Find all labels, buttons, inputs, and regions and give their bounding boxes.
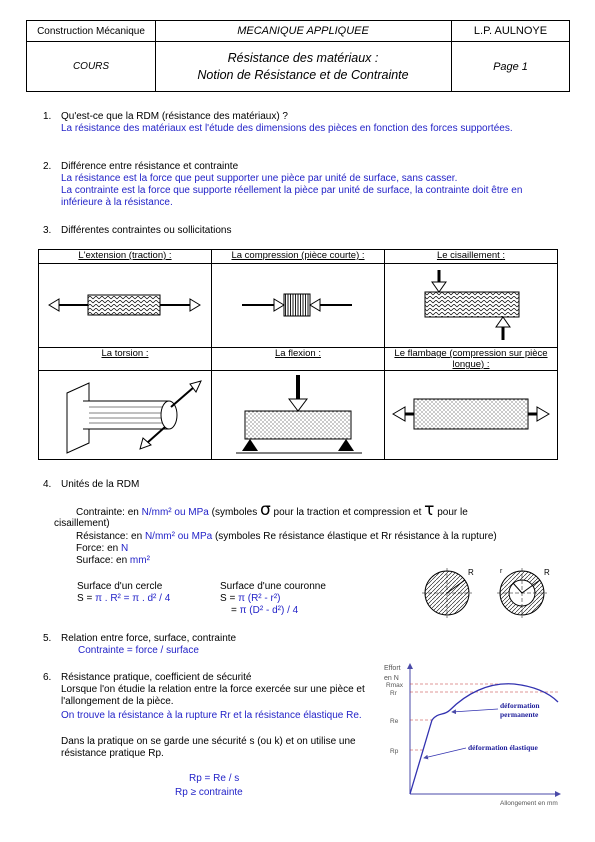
s2-question: Différence entre résistance et contrainte — [61, 161, 239, 172]
s6-p2: On trouve la résistance à la rupture Rr et la résistance élastique Re. — [61, 710, 362, 721]
ring-formula-2: π (D² - d²) / 4 — [239, 605, 299, 616]
contrainte-mid2: pour la traction et compression et — [270, 507, 425, 518]
contrainte-end: pour le — [434, 507, 468, 518]
label-r-ring: r — [500, 568, 503, 575]
graph-x-label: Allongement en mm — [500, 800, 558, 807]
s6-formula-2: Rp ≥ contrainte — [175, 787, 243, 798]
re-label: Re — [390, 718, 399, 725]
s3-number: 3. — [43, 225, 52, 236]
circle-formula: π . R² = π . d² / 4 — [95, 593, 171, 604]
section-figures — [420, 560, 570, 626]
s4-question: Unités de la RDM — [61, 479, 140, 490]
s4-force-line — [76, 543, 128, 555]
label-compression: La compression (pièce courte) : — [212, 250, 385, 264]
s2-answer-2: La contrainte est la force que supporte réellement la pièce par unité de surface, la contrainte doit être en inférieure à la résistance. — [61, 185, 523, 208]
fig-shear — [385, 264, 558, 348]
s6-p1: Lorsque l'on étudie la relation entre la force exercée sur une pièce et l'allongement de la pièce. — [61, 684, 365, 707]
resistance-units: N/mm² ou MPa — [144, 531, 213, 542]
ring-title: Surface d'une couronne — [220, 581, 326, 592]
perm-label-1: déformation — [500, 701, 540, 710]
s6-number: 6. — [43, 672, 52, 683]
label-bending: La flexion : — [212, 348, 385, 371]
header-school: L.P. AULNOYE — [473, 25, 548, 37]
header-section: Construction Mécanique — [27, 21, 156, 41]
label-shear: Le cisaillement : — [385, 250, 558, 264]
header-table — [26, 20, 570, 92]
label-R-ring: R — [544, 568, 550, 577]
graph-y-label-2: en N — [384, 675, 399, 682]
s2-answer-1: La résistance est la force que peut supporter une pièce par unité de surface, sans casser. — [61, 173, 458, 184]
s1-question: Qu'est-ce que la RDM (résistance des matériaux) ? — [61, 111, 288, 122]
perm-pointer — [452, 709, 498, 712]
resistance-label: Résistance: en — [76, 531, 145, 542]
label-buckling: Le flambage (compression sur pièce longue) : — [385, 348, 558, 371]
ring-formula-line-2 — [231, 605, 298, 617]
fig-compression — [212, 264, 385, 348]
header-type: COURS — [27, 42, 156, 91]
header-subtitle: Résistance des matériaux : Notion de Résistance et de Contrainte — [155, 42, 452, 91]
circle-formula-line — [77, 593, 170, 605]
stress-strain-graph — [378, 654, 570, 810]
s6-question: Résistance pratique, coefficient de sécurité — [61, 672, 252, 683]
s4-resistance-line — [76, 531, 497, 543]
sigma-symbol: σ — [259, 500, 271, 520]
ring-s: S = — [220, 593, 239, 604]
ring-formula-line-1 — [220, 593, 281, 605]
ring-formula-1: π (R² - r²) — [238, 593, 281, 604]
s5-number: 5. — [43, 633, 52, 644]
s5-question: Relation entre force, surface, contrainte — [61, 633, 237, 644]
circle-s: S = — [77, 593, 96, 604]
graph-y-label-1: Effort — [384, 665, 401, 672]
contrainte-mid1: (symboles — [208, 507, 260, 518]
s4-number: 4. — [43, 479, 52, 490]
label-extension: L'extension (traction) : — [39, 250, 212, 264]
surface-unit: mm² — [129, 555, 150, 566]
ring-section — [497, 568, 550, 618]
contrainte-label: Contrainte: en — [76, 507, 142, 518]
force-unit: N — [121, 543, 129, 554]
s4-contrainte-line — [76, 500, 468, 520]
contrainte-end-2: cisaillement) — [54, 518, 110, 529]
resistance-end: (symboles Re résistance élastique et Rr résistance à la rupture) — [212, 531, 497, 542]
rr-label: Rr — [390, 690, 397, 697]
fig-extension — [39, 264, 212, 348]
label-torsion: La torsion : — [39, 348, 212, 371]
rmax-label: Rmax — [386, 682, 403, 689]
surface-label: Surface: en — [76, 555, 130, 566]
s6-p3: Dans la pratique on se garde une sécurité s (ou k) et on utilise une résistance pratique Rp. — [61, 736, 356, 759]
circle-section — [422, 568, 474, 618]
s2-number: 2. — [43, 161, 52, 172]
s6-formula-1: Rp = Re / s — [189, 773, 240, 784]
contrainte-units: N/mm² ou MPa — [141, 507, 209, 518]
ring-eq: = — [231, 605, 240, 616]
circle-title: Surface d'un cercle — [77, 581, 163, 592]
force-label: Force: en — [76, 543, 122, 554]
elastic-pointer — [424, 748, 466, 758]
s4-surface-line — [76, 555, 150, 567]
elastic-label: déformation élastique — [468, 743, 538, 752]
label-R-circle: R — [468, 568, 474, 577]
tau-symbol: τ — [424, 500, 435, 520]
fig-bending — [212, 371, 385, 460]
s3-question: Différentes contraintes ou sollicitations — [61, 225, 232, 236]
header-title: MECANIQUE APPLIQUEE — [155, 21, 452, 41]
solicitation-table — [38, 249, 558, 460]
s5-answer: Contrainte = force / surface — [78, 645, 199, 656]
header-page: Page 1 — [493, 60, 528, 73]
s1-number: 1. — [43, 111, 52, 122]
fig-torsion — [39, 371, 212, 460]
rp-label: Rp — [390, 748, 399, 755]
perm-label-2: permanente — [500, 710, 539, 719]
s1-answer: La résistance des matériaux est l'étude des dimensions des pièces en fonction des forces supportées. — [61, 123, 513, 134]
fig-buckling — [385, 371, 558, 460]
